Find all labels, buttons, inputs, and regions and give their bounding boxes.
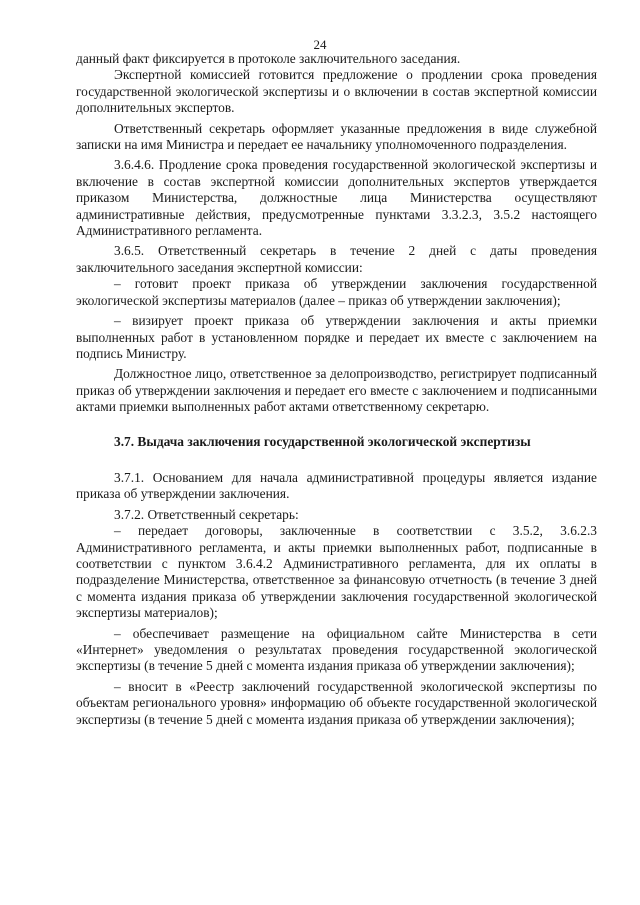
paragraph: 3.7.1. Основанием для начала административной процедуры является издание приказа об утверждении заключения. (76, 469, 597, 502)
paragraphs-before-heading (76, 51, 597, 416)
paragraphs-after-heading (76, 470, 597, 728)
paragraph: 3.6.4.6. Продление срока проведения государственной экологической экспертизы и включение в состав экспертной комиссии дополнительных экспертов утверждается приказом Министерства, должностные лица Министерства осуществляют административные действия, предусмотренные пунктами 3.3.2.3, 3.5.2 настоящего Административного регламента. (76, 157, 597, 239)
paragraph: Должностное лицо, ответственное за делопроизводство, регистрирует подписанный приказ об утверждении заключения и передает его вместе с заключением и подписанными актами приемки выполненных работ актами ответственному секретарю. (76, 366, 597, 415)
page-number: 24 (313, 37, 327, 52)
list-item-paragraph: – вносит в «Реестр заключений государственной экологической экспертизы по объектам регионального уровня» информацию об объекте государственной экологической экспертизы (в течение 5 дней с момента издания приказа об утверждении заключения); (76, 678, 597, 727)
paragraph: 3.6.5. Ответственный секретарь в течение 2 дней с даты проведения заключительного заседания экспертной комиссии: (76, 243, 597, 275)
section-heading: 3.7. Выдача заключения государственной экологической экспертизы (114, 433, 531, 449)
list-item-paragraph: – обеспечивает размещение на официальном сайте Министерства в сети «Интернет» уведомления о результатах проведения государственной экологической экспертизы (в течение 5 дней с момента издания приказа об утверждении заключения); (76, 625, 597, 674)
list-item-paragraph: – передает договоры, заключенные в соответствии с 3.5.2, 3.6.2.3 Административного регламента, и акты приемки выполненных работ, подписанные в соответствии с пунктом 3.6.4.2 Административного регламента, для их оплаты в подразделение Министерства, ответственное за финансовую отчетность (в течение 3 дней с момента издания приказа об утверждении заключения государственной экологической экспертизы материалов); (76, 523, 597, 621)
list-item-paragraph: – визирует проект приказа об утверждении заключения и акты приемки выполненных работ в установленном порядке и передает их вместе с заключением на подпись Министру. (76, 313, 597, 361)
list-item-paragraph: – готовит проект приказа об утверждении заключения государственной экологической экспертизы материалов (далее – приказ об утверждении заключения); (76, 276, 597, 308)
paragraph: Экспертной комиссией готовится предложение о продлении срока проведения государственной экологической экспертизы и о включении в состав экспертной комиссии дополнительных экспертов. (76, 67, 597, 116)
document-body (76, 51, 597, 728)
paragraph: 3.7.2. Ответственный секретарь: (114, 506, 299, 522)
paragraph: данный факт фиксируется в протоколе заключительного заседания. (76, 51, 461, 66)
paragraph: Ответственный секретарь оформляет указанные предложения в виде служебной записки на имя Министра и передает ее начальнику уполномоченного подразделения. (76, 120, 597, 153)
